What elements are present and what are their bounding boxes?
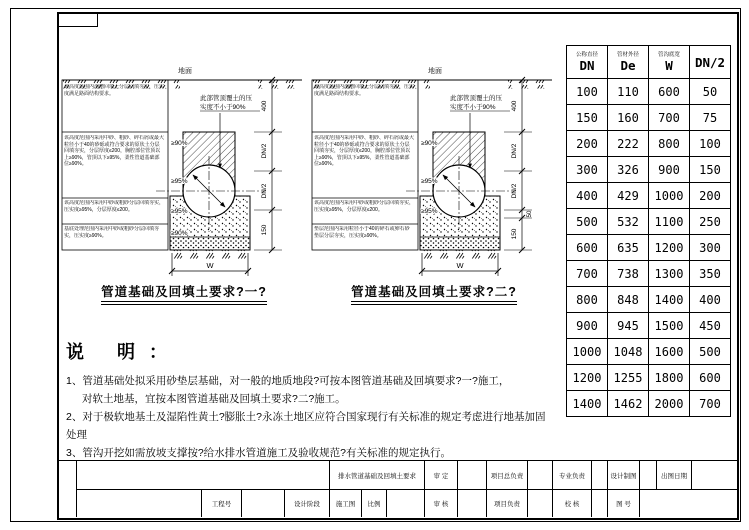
note-item-2: 2、对于极软地基土及湿陷性黄土?膨胀土?永冻土地区应符合国家现行有关标准的规定考虑进行地基加固处理	[66, 411, 546, 441]
gravel-cushion-zone	[420, 237, 500, 250]
table-row: 600 635 1200 300	[567, 235, 731, 261]
cover-annotation-line2: 实度不小于90%	[200, 104, 246, 111]
value-bili	[387, 490, 425, 517]
table-row: 100 110 600 50	[567, 79, 731, 105]
table-row: 150 160 700 75	[567, 105, 731, 131]
label-jiaohe: 校 核	[553, 490, 592, 517]
zone-note-3: 该高度范围内采用中砂或粗砂分层回填夯实，压实度≥95%，分层厚度≤200。	[64, 200, 164, 213]
ground-hatch-bottom	[170, 251, 250, 259]
table-row: 500 532 1100 250	[567, 209, 731, 235]
drawing-title: 排水管道基础及回填土要求	[330, 461, 425, 489]
table-row: 200 222 800 100	[567, 131, 731, 157]
compaction-label: ≥95%	[171, 178, 188, 185]
notes-heading: 说 明：	[66, 342, 182, 362]
ground-hatch-right	[508, 81, 551, 89]
zone-note-2: 该高度范围内采用中砂、粗砂、碎石屑或最大粒径小于40的砂砾或符合要求的原状土分层回填夯实，分层厚度≤200，胸腔部位管顶以上≥90%，管顶以下≥95%，柔性管道基础部位≥90%。	[64, 135, 164, 167]
header-dn2: DN/2	[690, 46, 731, 79]
cover-annotation-line1: 此部管顶覆土的压	[450, 95, 502, 102]
cover-annotation-line1: 此部管顶覆土的压	[200, 95, 252, 102]
trench-section-diagram-1	[60, 60, 308, 315]
zone-note-3: 该高度范围内采用中砂或粗砂分层回填夯实，压实度≥95%，分层厚度≤200。	[314, 200, 414, 213]
value-stage: 施工图	[330, 490, 362, 517]
title-block-row-2	[77, 489, 737, 517]
header-de: 管材外径 De	[608, 46, 649, 79]
table-row: 300 326 900 150	[567, 157, 731, 183]
label-xiangmu-zong: 项目总负责	[487, 461, 528, 489]
diagram-1-caption: 管道基础及回填土要求?一?	[101, 282, 267, 305]
value-jiaohe	[592, 490, 608, 517]
dim-label: 400	[261, 100, 268, 112]
diagram-2-caption: 管道基础及回填土要求?二?	[351, 282, 517, 305]
title-block	[57, 460, 737, 516]
zone-note-4: 垫层范围内采用粒径小于40的碎石或卵石砂垫层分层夯实，压实度≥90%。	[314, 226, 410, 239]
table-row: 800 848 1400 400	[567, 287, 731, 313]
label-gongchenghao: 工程号	[202, 490, 242, 517]
dim-label: 150	[261, 224, 268, 236]
dim-label: DN/2	[261, 183, 268, 199]
blank-cell	[77, 461, 330, 489]
zone-note-1: 该高度范围内沟槽回填土分层回填夯实，压实度满足路面结构要求。	[314, 84, 414, 97]
compaction-label: ≥95%	[171, 208, 188, 215]
table-row: 1200 1255 1800 600	[567, 365, 731, 391]
compaction-label: ≥90%	[421, 140, 438, 147]
pipe-size-table	[566, 45, 731, 417]
note-item-1b: 对软土地基，宜按本图管道基础及回填土要求?二?施工。	[82, 393, 346, 405]
compaction-label: ≥90%	[171, 140, 188, 147]
compaction-label: ≥95%	[421, 178, 438, 185]
title-block-side-cell	[57, 461, 77, 517]
value-tuhao	[640, 490, 737, 517]
compaction-label: ≥90%	[171, 230, 188, 237]
label-sheji-zhitu: 设计制图	[608, 461, 640, 489]
label-sheji-jieduan: 设计阶段	[285, 490, 330, 517]
value-xiangmu-fuze	[528, 490, 553, 517]
zone-note-1: 该高度范围内沟槽回填土分层回填夯实，压实度满足路面结构要求。	[64, 84, 164, 97]
foundation-layer-zone	[170, 237, 250, 250]
table-row: 1400 1462 2000 700	[567, 391, 731, 417]
table-row: 700 738 1300 350	[567, 261, 731, 287]
label-zhuanye-fuze: 专业负责	[553, 461, 592, 489]
table-row: 400 429 1000 200	[567, 183, 731, 209]
label-xiangmu-fuze: 项目负责	[487, 490, 528, 517]
cover-annotation-line2: 实度不小于90%	[450, 104, 496, 111]
zone-note-2: 该高度范围内采用中砂、粗砂、碎石屑或最大粒径小于40的砂砾或符合要求的原状土分层回填夯实，分层厚度≤200，胸腔部位管顶以上≥90%，管顶以下≥95%，柔性管道基础部位≥90%。	[314, 135, 414, 167]
dim-label: DN/2	[511, 183, 518, 199]
value-sheji-zhitu	[640, 461, 657, 489]
value-shenhe	[458, 490, 487, 517]
label-chutu-riqi: 出图日期	[657, 461, 692, 489]
table-row: 1000 1048 1600 500	[567, 339, 731, 365]
w-dim-label: W	[206, 261, 214, 270]
dim-label: 400	[511, 100, 518, 112]
dim-label: DN/2	[261, 143, 268, 159]
corner-stamp-box	[59, 14, 98, 27]
value-shending	[458, 461, 487, 489]
value-xiangmu-zong	[528, 461, 553, 489]
dim-label: DN/2	[511, 143, 518, 159]
notes-section	[66, 338, 556, 462]
value-gongchenghao	[242, 490, 285, 517]
header-dn: 公称直径 DN	[567, 46, 608, 79]
compaction-label: ≥95%	[421, 208, 438, 215]
value-chutu-riqi	[692, 461, 737, 489]
dim-label: 50	[527, 210, 533, 218]
ground-hatch-bottom	[420, 251, 500, 259]
note-item-1: 1、管道基础处拟采用砂垫层基础，对一般的地质地段?可按本图管道基础及回填要求?一?施工，	[66, 375, 510, 387]
dim-label: 150	[511, 228, 518, 240]
trench-section-diagram-2	[310, 60, 558, 315]
label-tuhao: 图 号	[608, 490, 640, 517]
table-row: 900 945 1500 450	[567, 313, 731, 339]
value-zhuanye-fuze	[592, 461, 608, 489]
ground-label: 地面	[428, 68, 442, 75]
label-shending: 审 定	[425, 461, 458, 489]
blank-cell	[77, 490, 202, 517]
ground-hatch-right	[258, 81, 301, 89]
label-shenhe: 审 核	[425, 490, 458, 517]
table-header-row	[567, 46, 731, 79]
title-block-row-1	[77, 461, 737, 489]
w-dim-label: W	[456, 261, 464, 270]
ground-label: 地面	[178, 68, 192, 75]
header-w: 管沟底宽 W	[649, 46, 690, 79]
zone-note-4: 基底处理范围内采用中砂或粗砂分层回填夯实，压实度≥90%。	[64, 226, 160, 239]
label-bili: 比例	[362, 490, 387, 517]
note-item-3: 3、管沟开挖如需放坡支撑按?给水排水管道施工及验收规范?有关标准的规定执行。	[66, 447, 452, 459]
